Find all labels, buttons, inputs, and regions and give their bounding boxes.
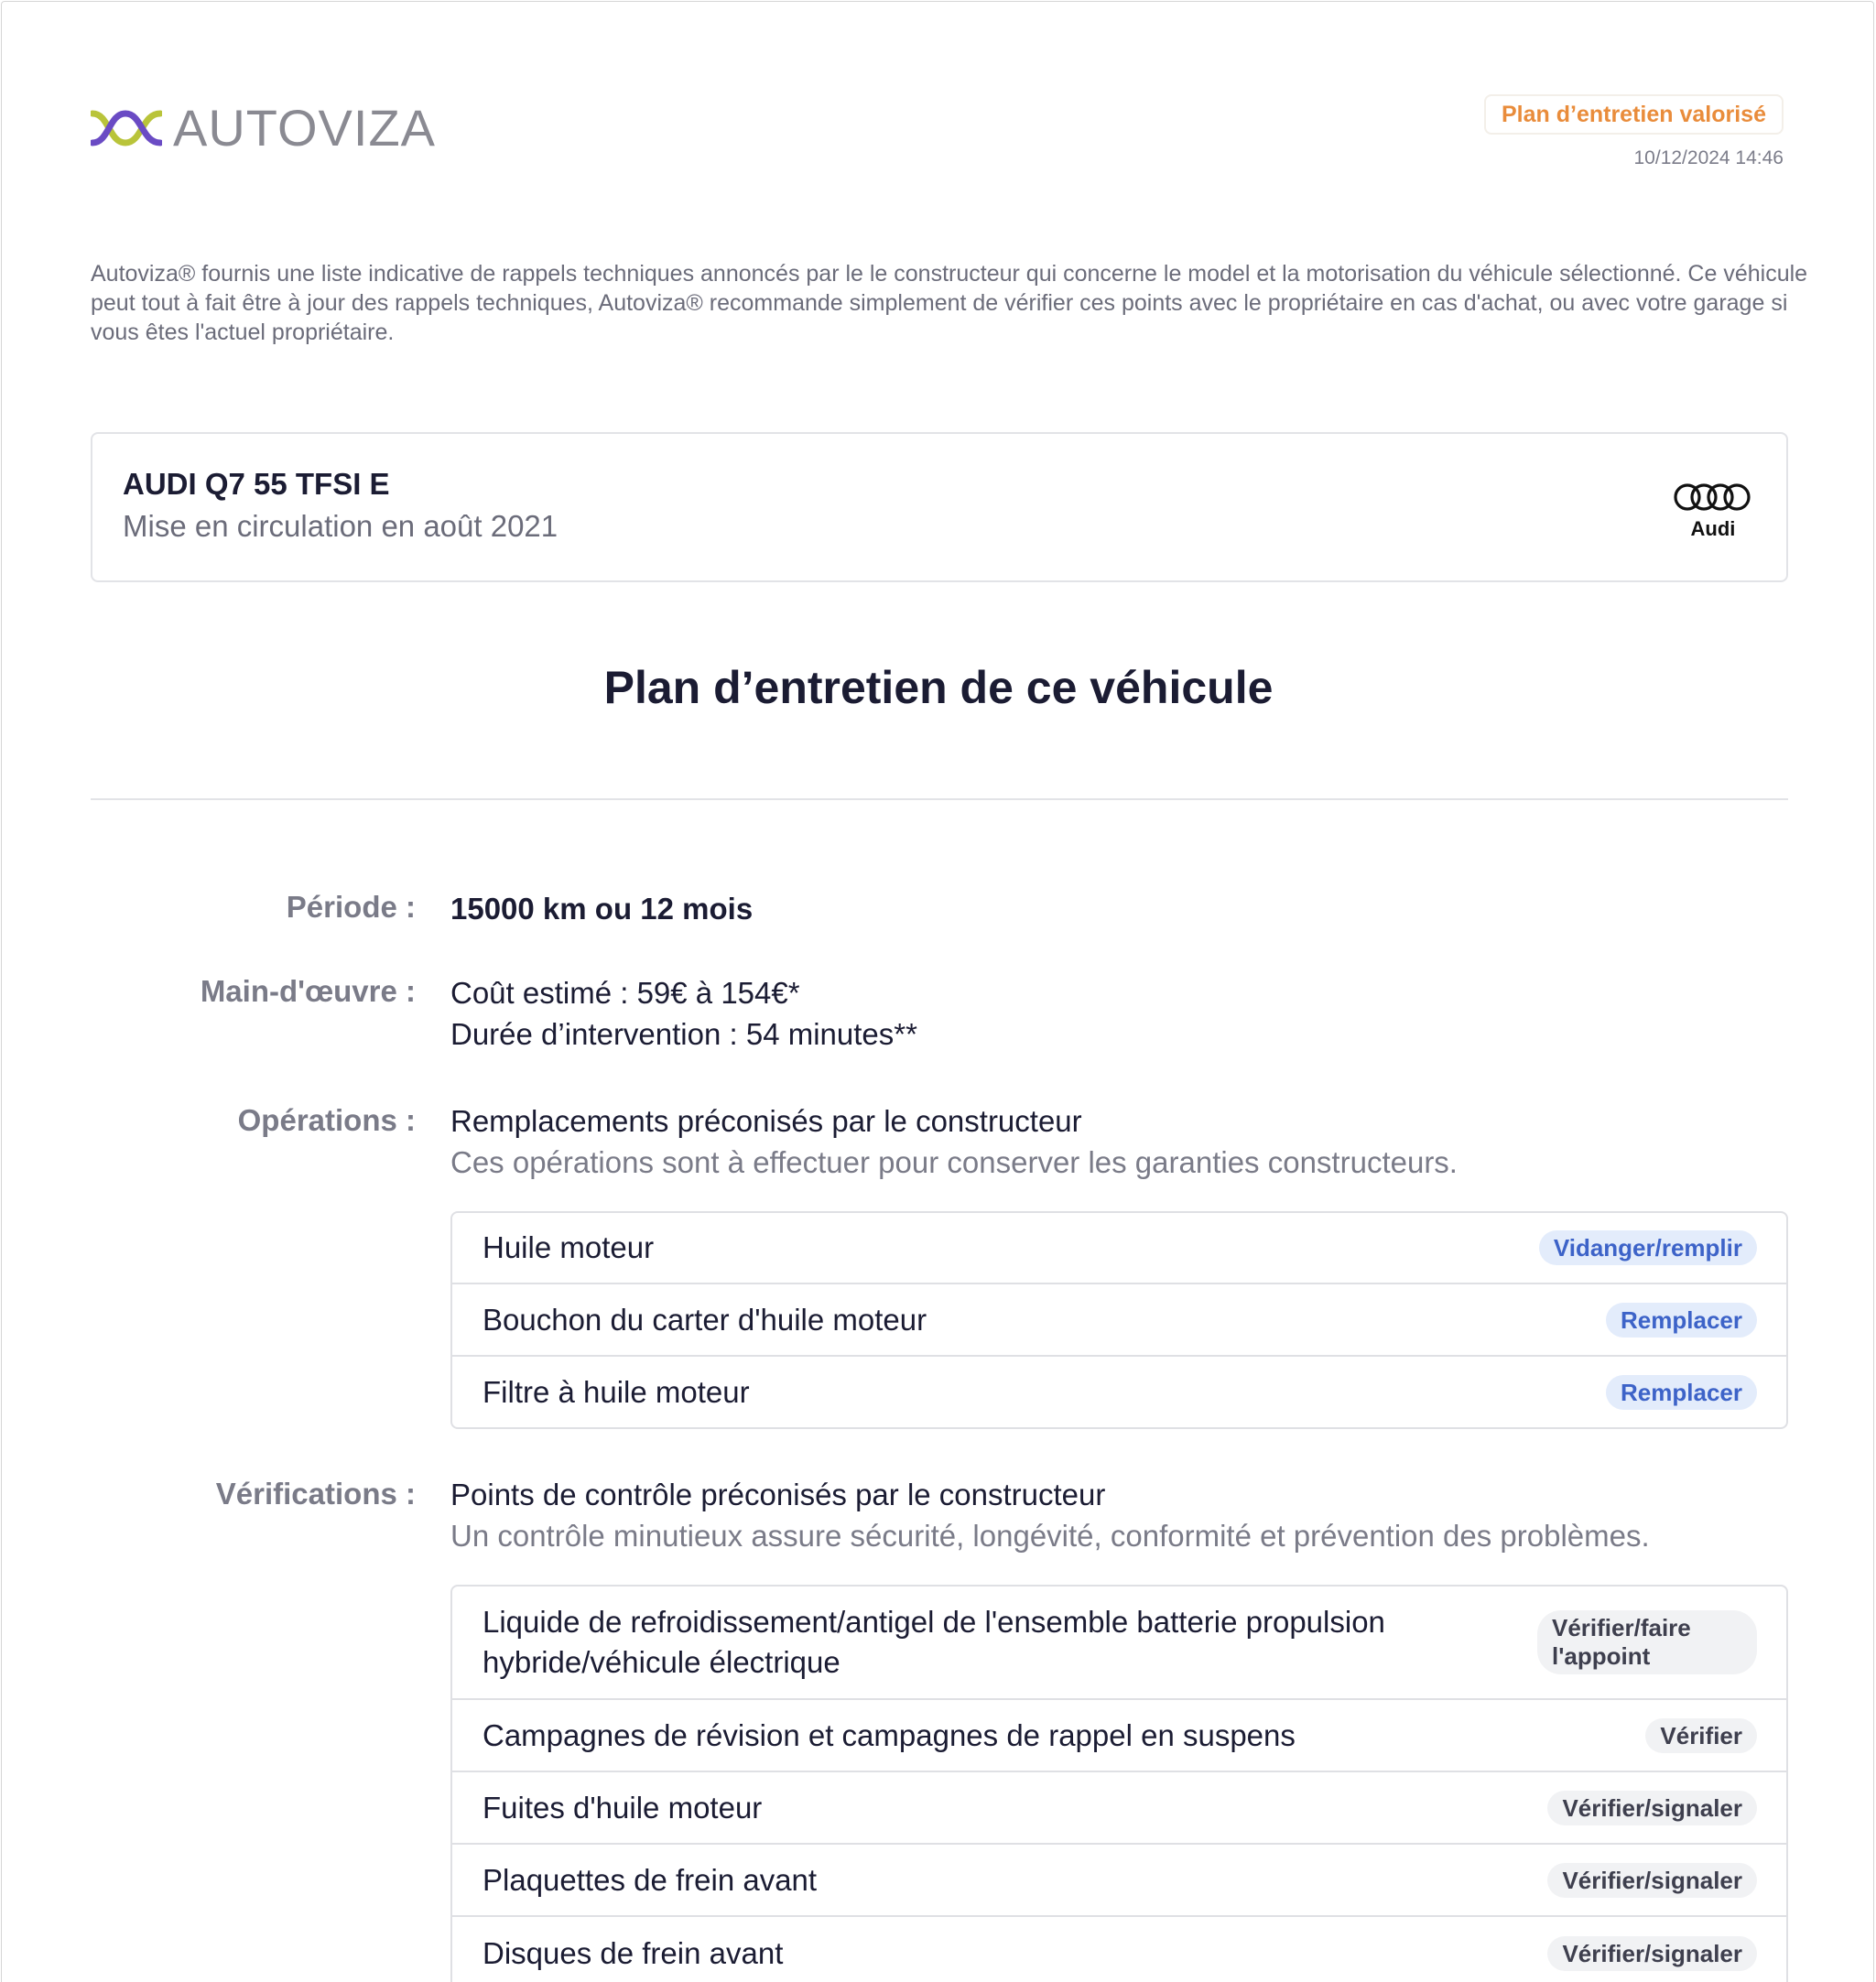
- operation-action-badge: Remplacer: [1606, 1303, 1757, 1338]
- vehicle-name: AUDI Q7 55 TFSI E: [123, 467, 390, 501]
- verification-action-badge: Vérifier/signaler: [1547, 1863, 1757, 1898]
- operation-label: Huile moteur: [483, 1230, 655, 1264]
- audi-wordmark: Audi: [1690, 517, 1736, 540]
- verifications-subtitle: Un contrôle minutieux assure sécurité, longévité, conformité et prévention des problèmes.: [450, 1519, 1650, 1553]
- main-oeuvre-cost: Coût estimé : 59€ à 154€*: [450, 976, 800, 1010]
- autoviza-logo: [91, 99, 437, 157]
- vehicle-registration: Mise en circulation en août 2021: [123, 509, 558, 543]
- operation-label: Filtre à huile moteur: [483, 1374, 750, 1409]
- table-row: [452, 1357, 1786, 1427]
- operation-action-badge: Vidanger/remplir: [1539, 1230, 1757, 1265]
- verification-action-badge: Vérifier/signaler: [1547, 1791, 1757, 1825]
- brand-wordmark: AUTOVIZA: [173, 99, 437, 157]
- operation-label: Bouchon du carter d'huile moteur: [483, 1302, 927, 1337]
- table-row: [452, 1917, 1786, 1982]
- main-oeuvre-label: Main-d'œuvre :: [200, 974, 416, 1008]
- operation-action-badge: Remplacer: [1606, 1375, 1757, 1410]
- verification-action-badge: Vérifier/faire l'appoint: [1537, 1610, 1757, 1674]
- audi-logo: [1671, 482, 1755, 539]
- verifications-table: [450, 1585, 1788, 1982]
- verification-label: Plaquettes de frein avant: [483, 1862, 818, 1897]
- table-row: [452, 1700, 1786, 1772]
- verifications-label: Vérifications :: [215, 1477, 416, 1511]
- verification-label: Campagnes de révision et campagnes de rappel en suspens: [483, 1717, 1296, 1752]
- verification-label: Disques de frein avant: [483, 1935, 784, 1970]
- periode-label: Période :: [286, 890, 416, 924]
- table-row: [452, 1284, 1786, 1357]
- report-page: [1, 1, 1874, 1982]
- table-row: [452, 1587, 1786, 1700]
- verification-label: Liquide de refroidissement/antigel de l'ensemble batterie propulsion hybride/véhicule électrique: [483, 1605, 1385, 1679]
- verification-label: Fuites d'huile moteur: [483, 1790, 763, 1825]
- divider: [91, 798, 1788, 800]
- table-row: [452, 1845, 1786, 1917]
- table-row: [452, 1772, 1786, 1845]
- autoviza-logo-icon: [91, 108, 162, 148]
- operations-title: Remplacements préconisés par le constructeur: [450, 1104, 1082, 1138]
- operations-subtitle: Ces opérations sont à effectuer pour conserver les garanties constructeurs.: [450, 1145, 1458, 1179]
- section-title: Plan d’entretien de ce véhicule: [603, 662, 1274, 713]
- operations-table: [450, 1211, 1788, 1429]
- audi-rings-icon: [1672, 482, 1754, 513]
- table-row: [452, 1213, 1786, 1284]
- main-oeuvre-duration: Durée d’intervention : 54 minutes**: [450, 1017, 917, 1051]
- verifications-title: Points de contrôle préconisés par le constructeur: [450, 1478, 1106, 1511]
- periode-value: 15000 km ou 12 mois: [450, 892, 754, 926]
- report-date: 10/12/2024 14:46: [1633, 147, 1784, 168]
- vehicle-card: [91, 432, 1788, 582]
- report-type-badge: Plan d’entretien valorisé: [1484, 94, 1784, 135]
- verification-action-badge: Vérifier: [1645, 1718, 1757, 1753]
- operations-label: Opérations :: [237, 1103, 416, 1137]
- disclaimer-text: Autoviza® fournis une liste indicative de rappels techniques annoncés par le le constructeur qui concerne le model et la motorisation du véhicule sélectionné. Ce véhicule peut tout à fait être à jour des rappels techniques, Autoviza® recommande simplement de vérifier ces points avec le propriétaire en cas d'achat, ou avec votre garage si vous êtes l'actuel propriétaire.: [91, 261, 1808, 345]
- verification-action-badge: Vérifier/signaler: [1547, 1936, 1757, 1971]
